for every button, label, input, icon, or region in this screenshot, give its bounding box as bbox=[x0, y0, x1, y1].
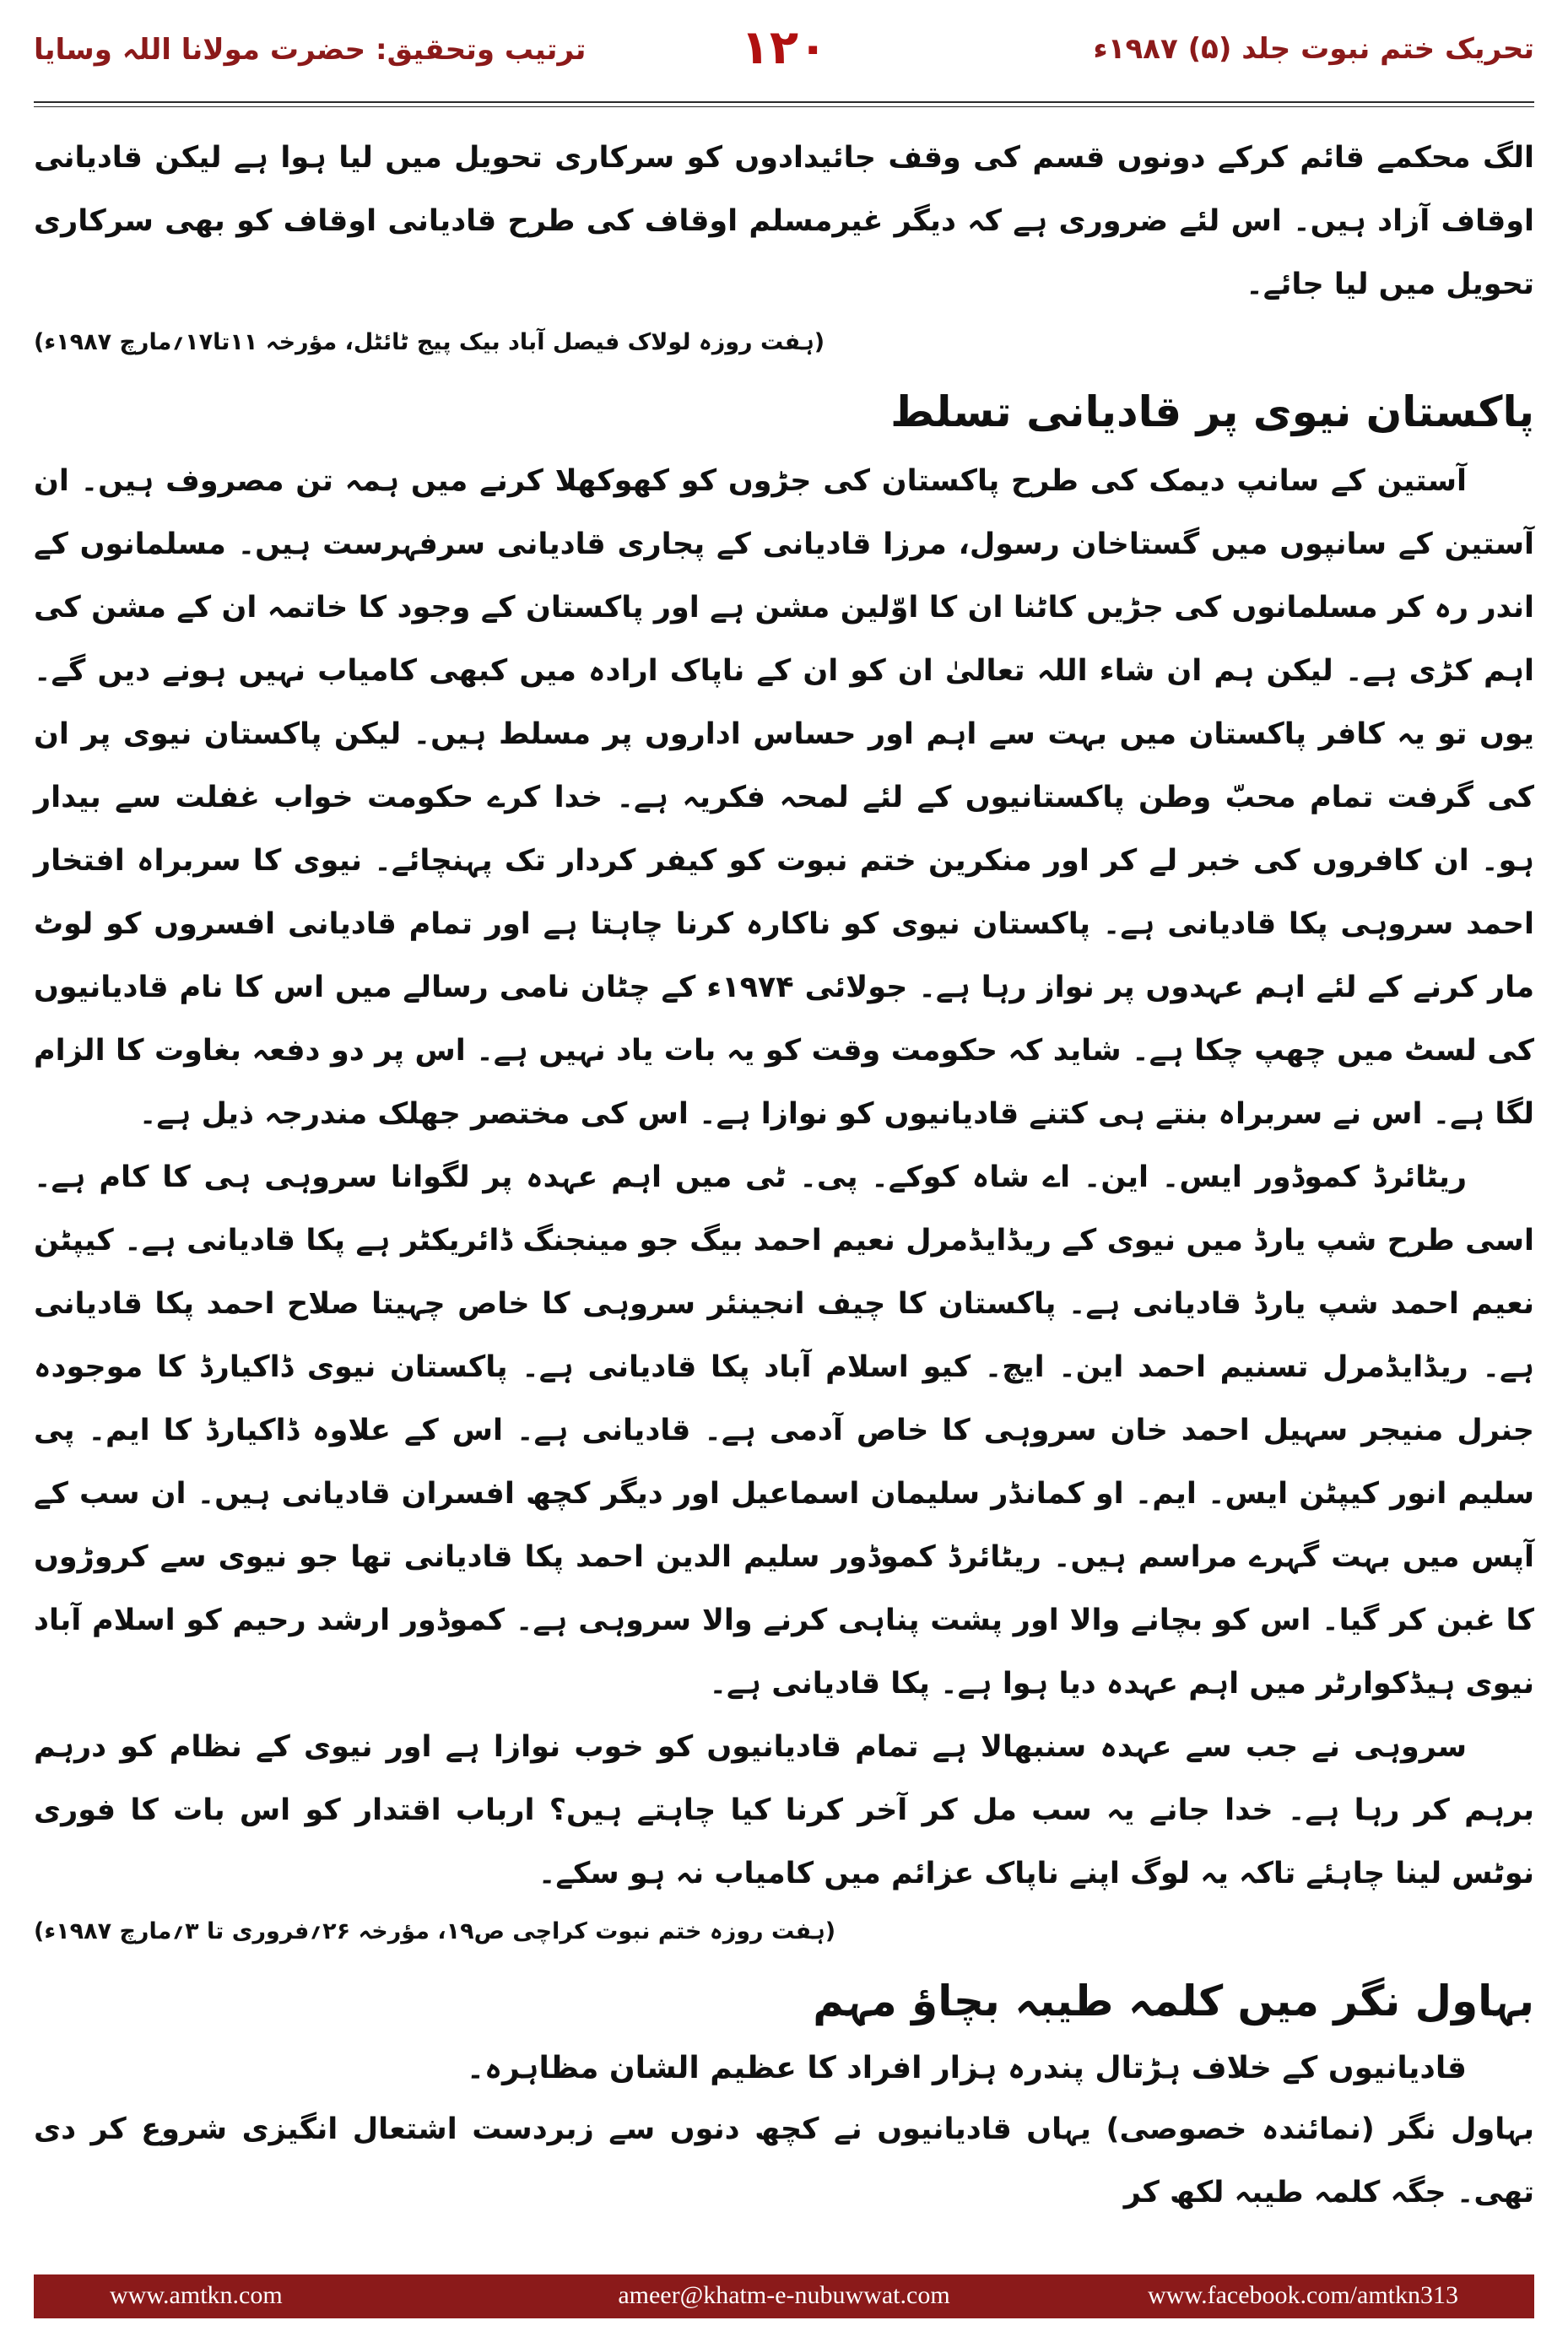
page-footer bbox=[34, 2274, 1534, 2318]
citation-lolak: (ہفت روزہ لولاک فیصل آباد بیک پیج ٹائٹل، مؤرخہ ۱۱تا۱۷؍مارچ ۱۹۸۷ء) bbox=[34, 329, 825, 355]
paragraph-bahawalnagar: بہاول نگر (نمائندہ خصوصی) یہاں قادیانیوں نے کچھ دنوں سے زبردست اشتعال انگیزی شروع کر دی تھی۔ جگہ کلمہ طیبہ لکھ کر bbox=[34, 2112, 1534, 2209]
subheading-bahawalnagar: قادیانیوں کے خلاف ہڑتال پندرہ ہزار افراد کا عظیم الشان مظاہرہ۔ bbox=[466, 2051, 1467, 2085]
page-header bbox=[34, 15, 1534, 103]
header-rule bbox=[34, 101, 1534, 103]
paragraph-waqf: الگ محکمے قائم کرکے دونوں قسم کی وقف جائیدادوں کو سرکاری تحویل میں لیا ہوا ہے لیکن قادیانی اوقاف آزاد ہیں۔ اس لئے ضروری ہے کہ دیگر غیرمسلم اوقاف کی طرح قادیانی اوقاف کو بھی سرکاری تحویل میں لیا جائے۔ bbox=[34, 141, 1534, 301]
citation-khatm-e-nubuwwat: (ہفت روزہ ختم نبوت کراچی ص۱۹، مؤرخہ ۲۶؍فروری تا ۳؍مارچ ۱۹۸۷ء) bbox=[34, 1918, 836, 1944]
heading-navy: پاکستان نیوی پر قادیانی تسلط bbox=[890, 387, 1534, 436]
compiler-credit: ترتیب وتحقیق: حضرت مولانا اللہ وسایا bbox=[34, 33, 587, 67]
footer-website-link[interactable]: www.amtkn.com bbox=[110, 2281, 283, 2309]
page-body bbox=[34, 127, 1534, 2224]
paragraph-navy-intro: آستین کے سانپ دیمک کی طرح پاکستان کی جڑوں کو کھوکھلا کرنے میں ہمہ تن مصروف ہیں۔ ان آستین کے سانپوں میں گستاخان رسول، مرزا قادیانی کے پجاری قادیانی سرفہرست ہیں۔ مسلمانوں کے اندر رہ کر مسلمانوں کی جڑیں کاٹنا ان کا اوّلین مشن ہے اور پاکستان کے وجود کا خاتمہ ان کے مشن کی اہم کڑی ہے۔ لیکن ہم ان شاء اللہ تعالیٰ ان کو ان کے ناپاک ارادہ میں کبھی کامیاب نہیں ہونے دیں گے۔ یوں تو یہ کافر پاکستان میں بہت سے اہم اور حساس اداروں پر مسلط ہیں۔ لیکن پاکستان نیوی پر ان کی گرفت تمام محبّ وطن پاکستانیوں کے لئے لمحہ فکریہ ہے۔ خدا کرے حکومت خواب غفلت سے بیدار ہو۔ ان کافروں کی خبر لے کر اور منکرین ختم نبوت کو کیفر کردار تک پہنچائے۔ نیوی کا سربراہ افتخار احمد سروہی پکا قادیانی ہے۔ پاکستان نیوی کو ناکارہ کرنا چاہتا ہے اور تمام قادیانی افسروں کو لوٹ مار کرنے کے لئے اہم عہدوں پر نواز رہا ہے۔ جولائی ۱۹۷۴ء کے چٹان نامی رسالے میں اس کا نام قادیانیوں کی لسٹ میں چھپ چکا ہے۔ شاید کہ حکومت وقت کو یہ بات یاد نہیں ہے۔ اس پر دو دفعہ بغاوت کا الزام لگا ہے۔ اس نے سربراہ بنتے ہی کتنے قادیانیوں کو نوازا ہے۔ اس کی مختصر جھلک مندرجہ ذیل ہے۔ bbox=[34, 464, 1534, 1131]
page-number: ۱۲۰ bbox=[740, 20, 828, 75]
paragraph-navy-officers: ریٹائرڈ کموڈور ایس۔ این۔ اے شاہ کوکے۔ پی۔ ٹی میں اہم عہدہ پر لگوانا سروہی ہی کا کام ہے۔ اسی طرح شپ یارڈ میں نیوی کے ریڈایڈمرل نعیم احمد بیگ جو مینجنگ ڈائریکٹر ہے پکا قادیانی ہے۔ کیپٹن نعیم احمد شپ یارڈ قادیانی ہے۔ پاکستان کا چیف انجینئر سروہی کا خاص چہیتا صلاح احمد پکا قادیانی ہے۔ ریڈایڈمرل تسنیم احمد این۔ ایچ۔ کیو اسلام آباد پکا قادیانی ہے۔ پاکستان نیوی ڈاکیارڈ کا موجودہ جنرل منیجر سہیل احمد خان سروہی کا خاص آدمی ہے۔ قادیانی ہے۔ اس کے علاوہ ڈاکیارڈ کا ایم۔ پی سلیم انور کیپٹن ایس۔ ایم۔ او کمانڈر سلیمان اسماعیل اور دیگر کچھ افسران قادیانی ہیں۔ ان سب کے آپس میں بہت گہرے مراسم ہیں۔ ریٹائرڈ کموڈور سلیم الدین احمد پکا قادیانی تھا جو نیوی سے کروڑوں کا غبن کر گیا۔ اس کو بچانے والا اور پشت پناہی کرنے والا سروہی ہے۔ کموڈور ارشد رحیم کو اسلام آباد نیوی ہیڈکوارٹر میں اہم عہدہ دیا ہوا ہے۔ پکا قادیانی ہے۔ bbox=[34, 1160, 1534, 1701]
paragraph-navy-closing: سروہی نے جب سے عہدہ سنبھالا ہے تمام قادیانیوں کو خوب نوازا ہے اور نیوی کے نظام کو درہم برہم کر رہا ہے۔ خدا جانے یہ سب مل کر آخر کرنا کیا چاہتے ہیں؟ ارباب اقتدار کو اس بات کا فوری نوٹس لینا چاہئے تاکہ یہ لوگ اپنے ناپاک عزائم میں کامیاب نہ ہو سکے۔ bbox=[34, 1730, 1534, 1890]
footer-email-link[interactable]: ameer@khatm-e-nubuwwat.com bbox=[618, 2281, 950, 2309]
footer-facebook-link[interactable]: www.facebook.com/amtkn313 bbox=[1148, 2281, 1458, 2309]
heading-bahawalnagar: بہاول نگر میں کلمہ طیبہ بچاؤ مہم bbox=[813, 1977, 1534, 2026]
header-rule-thin bbox=[34, 106, 1534, 107]
book-title: تحریک ختم نبوت جلد (۵) ۱۹۸۷ء bbox=[1093, 32, 1534, 66]
